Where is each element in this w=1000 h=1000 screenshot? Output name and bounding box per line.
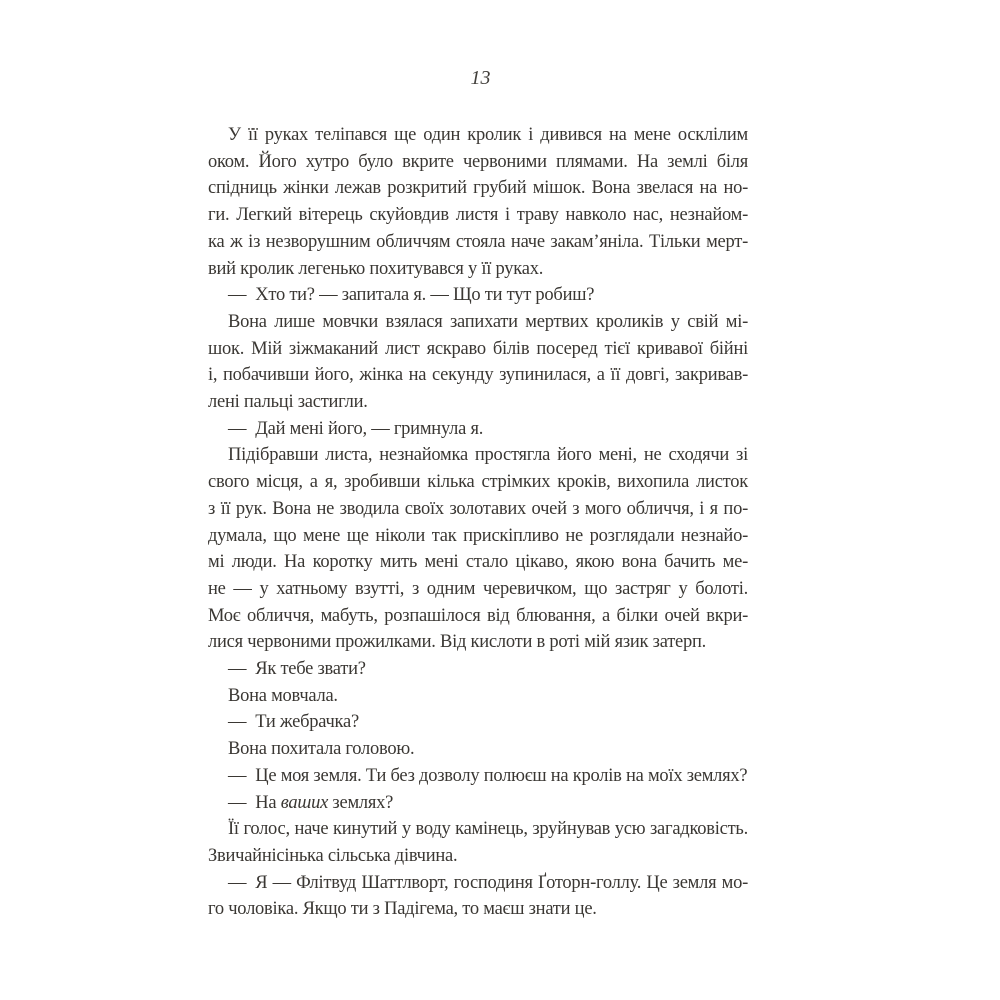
text-line: спідниць жінки лежав розкритий грубий мішок. Вона звелася на но- [208,178,748,199]
text-line: думала, що мене ще ніколи так прискіпливо не розглядали незнайо- [208,525,748,546]
text-block [208,122,748,923]
text-line: Вона мовчала. [228,685,338,706]
paragraph [208,683,748,710]
text-line: свого місця, а я, зробивши кілька стрімких кроків, вихопила листок [208,472,748,493]
paragraph [208,763,748,790]
text-line: лися червоними прожилками. Від кислоти в роті мій язик затерп. [208,632,707,653]
paragraph [208,122,748,282]
paragraph [208,656,748,683]
text-line: Вона лише мовчки взялася запихати мертвих кроликів у свій мі- [228,311,748,332]
text-line: мі люди. На коротку мить мені стало цікаво, якою вона бачить ме- [208,552,748,573]
text-line: вий кролик легенько похитувався у її руках. [208,258,544,279]
text-line: Її голос, наче кинутий у воду камінець, зруйнував усю загадковість. [228,819,748,840]
text-line: Підібравши листа, незнайомка простягла його мені, не сходячи зі [228,445,748,466]
text-line: го чоловіка. Якщо ти з Падігема, то маєш знати це. [208,899,597,920]
text-line: ка ж із незворушним обличчям стояла наче закам’яніла. Тільки мерт- [208,231,748,252]
text-line: — Ти жебрачка? [228,712,359,733]
text-line: з її рук. Вона не зводила своїх золотавих очей з мого обличчя, і я по- [208,498,748,519]
text-line: Звичайнісінька сільська дівчина. [208,845,458,866]
text-line: — Як тебе звати? [228,659,366,680]
paragraph [208,709,748,736]
text-line: — Хто ти? — запитала я. — Що ти тут робиш? [228,285,595,306]
text-line: — Це моя земля. Ти без дозволу полюєш на кролів на моїх землях? [228,765,748,786]
page-number: 13 [470,67,491,89]
paragraph [208,736,748,763]
paragraph [208,282,748,309]
paragraph [208,870,748,923]
text-line: — Дай мені його, — гримнула я. [228,418,484,439]
text-line: Вона похитала головою. [228,739,415,760]
text-line: і, побачивши його, жінка на секунду зупинилася, а її довгі, закривав- [208,365,748,386]
text-line: ги. Легкий вітерець скуйовдив листя і траву навколо нас, незнайом- [208,205,748,226]
text-line: — На ваших землях? [228,792,394,813]
text-line: не — у хатньому взутті, з одним черевичком, що застряг у болоті. [208,578,748,599]
text-line: шок. Мій зіжмаканий лист яскраво білів посеред тієї кривавої бійні [208,338,748,359]
italic-text: ваших [280,792,329,813]
text-line: У її руках теліпався ще один кролик і дивився на мене осклілим [228,125,748,145]
paragraph [208,442,748,656]
text-line: оком. Його хутро було вкрите червоними плямами. На землі біля [208,151,748,172]
paragraph [208,416,748,443]
text-line: — Я — Флітвуд Шаттлворт, господиня Ґоторн-голлу. Це земля мо- [228,872,748,893]
paragraph [208,816,748,869]
paragraph [208,309,748,416]
paragraph [208,790,748,817]
text-line: лені пальці застигли. [208,392,368,413]
text-line: Моє обличчя, мабуть, розпашілося від блювання, а білки очей вкри- [208,605,748,626]
